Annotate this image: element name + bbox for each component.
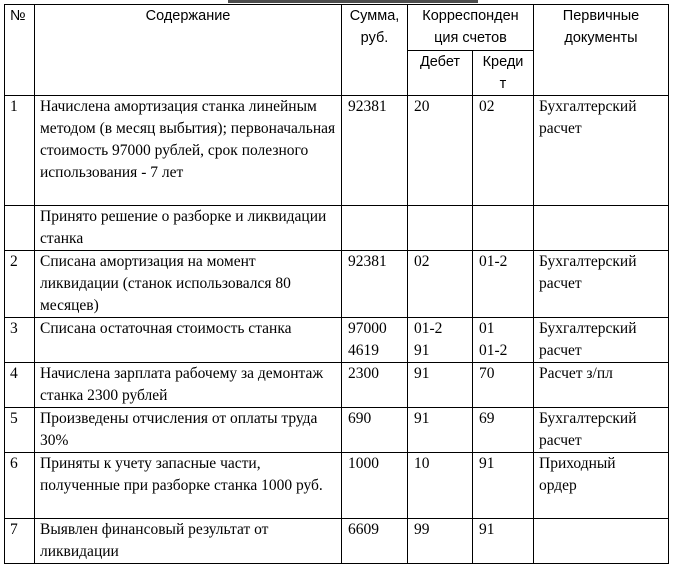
row-sum: 92381 xyxy=(342,251,408,318)
cropped-heading-fragment xyxy=(228,0,478,3)
row-number: 3 xyxy=(5,318,35,363)
row-credit: 69 xyxy=(473,408,534,453)
header-documents: Первичные документы xyxy=(534,5,669,96)
table-row xyxy=(5,363,669,408)
table-row xyxy=(5,318,669,363)
row-content: Начислена амортизация станка линейным методом (в месяц выбытия); первоначальная стоимость 97000 рублей, срок полезного использования - 7 лет xyxy=(35,96,342,206)
row-content: Приняты к учету запасные части, полученные при разборке станка 1000 руб. xyxy=(35,453,342,519)
row-content: Начислена зарплата рабочему за демонтаж станка 2300 рублей xyxy=(35,363,342,408)
header-debit: Дебет xyxy=(408,51,473,96)
row-debit: 01-2 91 xyxy=(408,318,473,363)
row-number: 2 xyxy=(5,251,35,318)
row-sum: 1000 xyxy=(342,453,408,519)
row-credit: 02 xyxy=(473,96,534,206)
row-debit: 99 xyxy=(408,519,473,564)
row-content: Списана остаточная стоимость станка xyxy=(35,318,342,363)
row-sum: 690 xyxy=(342,408,408,453)
header-num: № xyxy=(5,5,35,96)
header-credit: Креди т xyxy=(473,51,534,96)
row-content: Принято решение о разборке и ликвидации станка xyxy=(35,206,342,251)
header-content: Содержание xyxy=(35,5,342,96)
row-credit: 70 xyxy=(473,363,534,408)
row-credit: 01-2 xyxy=(473,251,534,318)
row-document: Бухгалтерский расчет xyxy=(534,408,669,453)
header-correspondence: Корреспонден ция счетов xyxy=(408,5,534,51)
row-debit xyxy=(408,206,473,251)
row-credit: 01 01-2 xyxy=(473,318,534,363)
row-number xyxy=(5,206,35,251)
row-debit: 20 xyxy=(408,96,473,206)
row-debit: 10 xyxy=(408,453,473,519)
row-document: Приходный ордер xyxy=(534,453,669,519)
row-credit: 91 xyxy=(473,453,534,519)
row-number: 7 xyxy=(5,519,35,564)
row-content: Списана амортизация на момент ликвидации (станок использовался 80 месяцев) xyxy=(35,251,342,318)
row-sum xyxy=(342,206,408,251)
row-debit: 91 xyxy=(408,408,473,453)
row-sum: 97000 4619 xyxy=(342,318,408,363)
row-document: Бухгалтерский расчет xyxy=(534,318,669,363)
row-document xyxy=(534,206,669,251)
row-debit: 91 xyxy=(408,363,473,408)
header-row xyxy=(5,5,669,51)
row-document: Бухгалтерский расчет xyxy=(534,96,669,206)
table-row xyxy=(5,251,669,318)
row-debit: 02 xyxy=(408,251,473,318)
row-number: 1 xyxy=(5,96,35,206)
journal-table xyxy=(4,4,669,564)
row-content: Выявлен финансовый результат от ликвидации xyxy=(35,519,342,564)
row-number: 4 xyxy=(5,363,35,408)
row-content: Произведены отчисления от оплаты труда 30% xyxy=(35,408,342,453)
table-row xyxy=(5,519,669,564)
row-credit: 91 xyxy=(473,519,534,564)
row-document: Расчет з/пл xyxy=(534,363,669,408)
header-sum: Сумма, руб. xyxy=(342,5,408,96)
table-row xyxy=(5,96,669,206)
table-row xyxy=(5,453,669,519)
row-document xyxy=(534,519,669,564)
table-row xyxy=(5,408,669,453)
row-sum: 2300 xyxy=(342,363,408,408)
row-sum: 92381 xyxy=(342,96,408,206)
table-row xyxy=(5,206,669,251)
row-credit xyxy=(473,206,534,251)
row-sum: 6609 xyxy=(342,519,408,564)
row-number: 5 xyxy=(5,408,35,453)
row-number: 6 xyxy=(5,453,35,519)
row-document: Бухгалтерский расчет xyxy=(534,251,669,318)
